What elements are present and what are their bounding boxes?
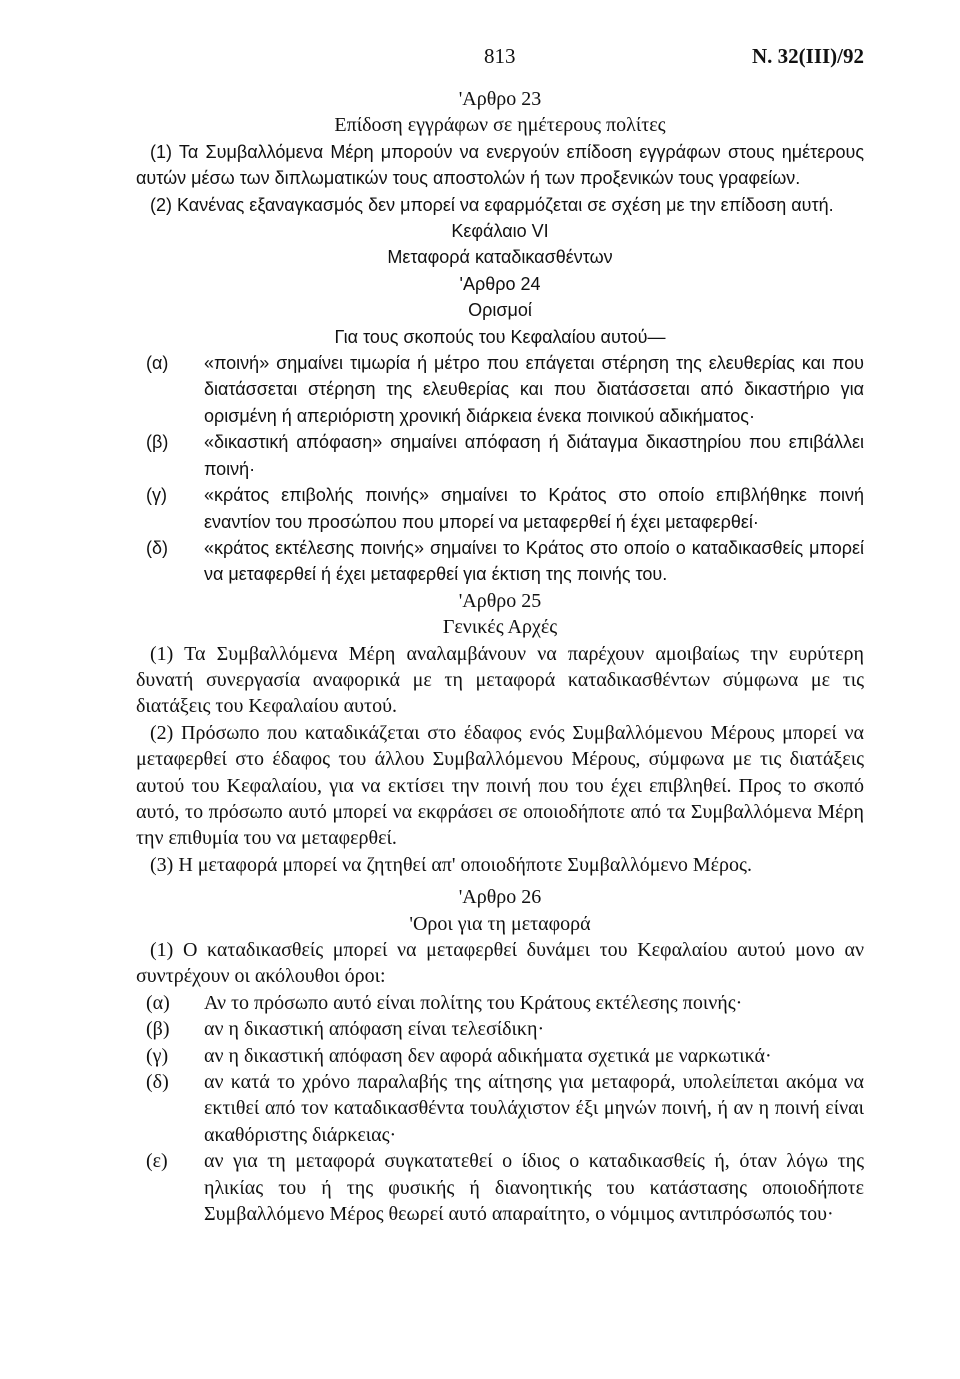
definition-label: (α) [146, 353, 169, 374]
document-body [136, 86, 864, 1227]
article-26-title: 'Αρθρο 26 [458, 886, 542, 909]
article-24 [136, 271, 864, 588]
article-23-paragraph-1: (1) Τα Συμβαλλόμενα Μέρη μπορούν να ενεργούν επίδοση εγγράφων στους ημέτερους αυτών μέσω των διπλωματικών τους αποστολών ή των προξενικών τους γραφείων. [136, 141, 864, 189]
condition-item [136, 990, 864, 1016]
article-25 [136, 588, 864, 878]
article-25-paragraph-1: (1) Τα Συμβαλλόμενα Μέρη αναλαμβάνουν να παρέχουν αμοιβαίως την ευρύτερη δυνατή συνεργασία αναφορικά με τη μεταφορά καταδικασθέντων σύμφωνα με τις διατάξεις του Κεφαλαίου αυτού. [136, 642, 864, 718]
definition-label: (γ) [146, 485, 167, 506]
definition-text: «κράτος επιβολής ποινής» σημαίνει το Κράτος στο οποίο επιβλήθηκε ποινή εναντίον του προσώπου που μπορεί να μεταφερθεί ή έχει μεταφερθεί· [204, 485, 864, 532]
definition-item [136, 535, 864, 588]
article-23-paragraph-2: (2) Κανένας εξαναγκασμός δεν μπορεί να εφαρμόζεται σε σχέση με την επίδοση αυτή. [150, 194, 834, 215]
condition-item [136, 1148, 864, 1227]
article-24-intro: Για τους σκοπούς του Κεφαλαίου αυτού— [334, 326, 666, 347]
page-number: 813 [484, 44, 516, 68]
definition-item [136, 350, 864, 429]
article-25-paragraph-3: (3) Η μεταφορά μπορεί να ζητηθεί απ' οποιοδήποτε Συμβαλλόμενο Μέρος. [150, 853, 752, 876]
condition-text: Αν το πρόσωπο αυτό είναι πολίτης του Κράτους εκτέλεσης ποινής· [204, 991, 743, 1014]
condition-text: αν η δικαστική απόφαση δεν αφορά αδικήματα σχετικά με ναρκωτικά· [204, 1044, 772, 1067]
article-25-paragraph-2: (2) Πρόσωπο που καταδικάζεται στο έδαφος ενός Συμβαλλόμενου Μέρους μπορεί να μεταφερθεί στο έδαφος του άλλου Συμβαλλόμενου Μέρους, σύμφωνα με τις διατάξεις αυτού του Κεφαλαίου, για να εκτίσει την ποινή που του έχει επιβληθεί. Προς το σκοπό αυτό, το πρόσωπο αυτό μπορεί να εκφράσει σε οποιοδήποτε από τα Συμβαλλόμενα Μέρη την επιθυμία του να μεταφερθεί. [136, 721, 864, 850]
article-23-subtitle: Επίδοση εγγράφων σε ημέτερους πολίτες [334, 114, 666, 137]
condition-label: (δ) [146, 1071, 169, 1094]
condition-label: (β) [146, 1018, 170, 1041]
definition-item [136, 429, 864, 482]
definition-text: «δικαστική απόφαση» σημαίνει απόφαση ή διάταγμα δικαστηρίου που επιβάλλει ποινή· [204, 432, 864, 479]
article-23 [136, 86, 864, 218]
article-26-subtitle: 'Οροι για τη μεταφορά [409, 912, 591, 935]
article-24-title: 'Αρθρο 24 [459, 273, 541, 294]
article-25-subtitle: Γενικές Αρχές [442, 616, 558, 639]
law-reference: N. 32(III)/92 [751, 44, 864, 68]
article-23-title: 'Αρθρο 23 [458, 88, 542, 110]
article-26-paragraph-1: (1) Ο καταδικασθείς μπορεί να μεταφερθεί δυνάμει του Κεφαλαίου αυτού μονο αν συντρέχουν οι ακόλουθοι όροι: [136, 939, 864, 988]
condition-label: (ε) [146, 1150, 168, 1173]
condition-item [136, 1016, 864, 1042]
definition-text: «ποινή» σημαίνει τιμωρία ή μέτρο που επάγεται στέρηση της ελευθερίας και που διατάσσεται στέρηση της ελευθερίας και που διατάσσεται από δικαστήριο για ορισμένη ή απεριόριστη χρονική διάρκεια ένεκα ποινικού αδικήματος· [204, 353, 864, 426]
chapter-6 [136, 218, 864, 271]
article-26 [136, 884, 864, 1227]
article-24-subtitle: Ορισμοί [468, 300, 532, 321]
definition-label: (β) [146, 432, 169, 453]
definition-text: «κράτος εκτέλεσης ποινής» σημαίνει το Κράτος στο οποίο ο καταδικασθείς μπορεί να μεταφερθεί ή έχει μεταφερθεί για έκτιση της ποινής του. [204, 537, 864, 585]
condition-item [136, 1043, 864, 1069]
chapter-6-title: Κεφάλαιο VI [451, 221, 549, 242]
definition-item [136, 482, 864, 535]
condition-label: (α) [146, 991, 170, 1014]
condition-text: αν για τη μεταφορά συγκατατεθεί ο ίδιος ο καταδικασθείς ή, όταν λόγω της ηλικίας του ή της φυσικής ή διανοητικής του κατάστασης οποιοδήποτε Συμβαλλόμενο Μέρος θεωρεί αυτό απαραίτητο, ο νόμιμος αντιπρόσωπός του· [204, 1150, 864, 1226]
condition-label: (γ) [146, 1044, 169, 1067]
condition-text: αν η δικαστική απόφαση είναι τελεσίδικη· [204, 1018, 545, 1041]
condition-text: αν κατά το χρόνο παραλαβής της αίτησης για μεταφορά, υπολείπεται ακόμα να εκτιθεί από τον καταδικασθέντα τουλάχιστον έξι μηνών ποινή, ή αν η ποινή είναι ακαθόριστης διάρκειας· [204, 1071, 864, 1146]
definition-label: (δ) [146, 537, 169, 558]
chapter-6-subtitle: Μεταφορά καταδικασθέντων [387, 247, 613, 268]
article-25-title: 'Αρθρο 25 [458, 589, 542, 612]
condition-item [136, 1069, 864, 1148]
